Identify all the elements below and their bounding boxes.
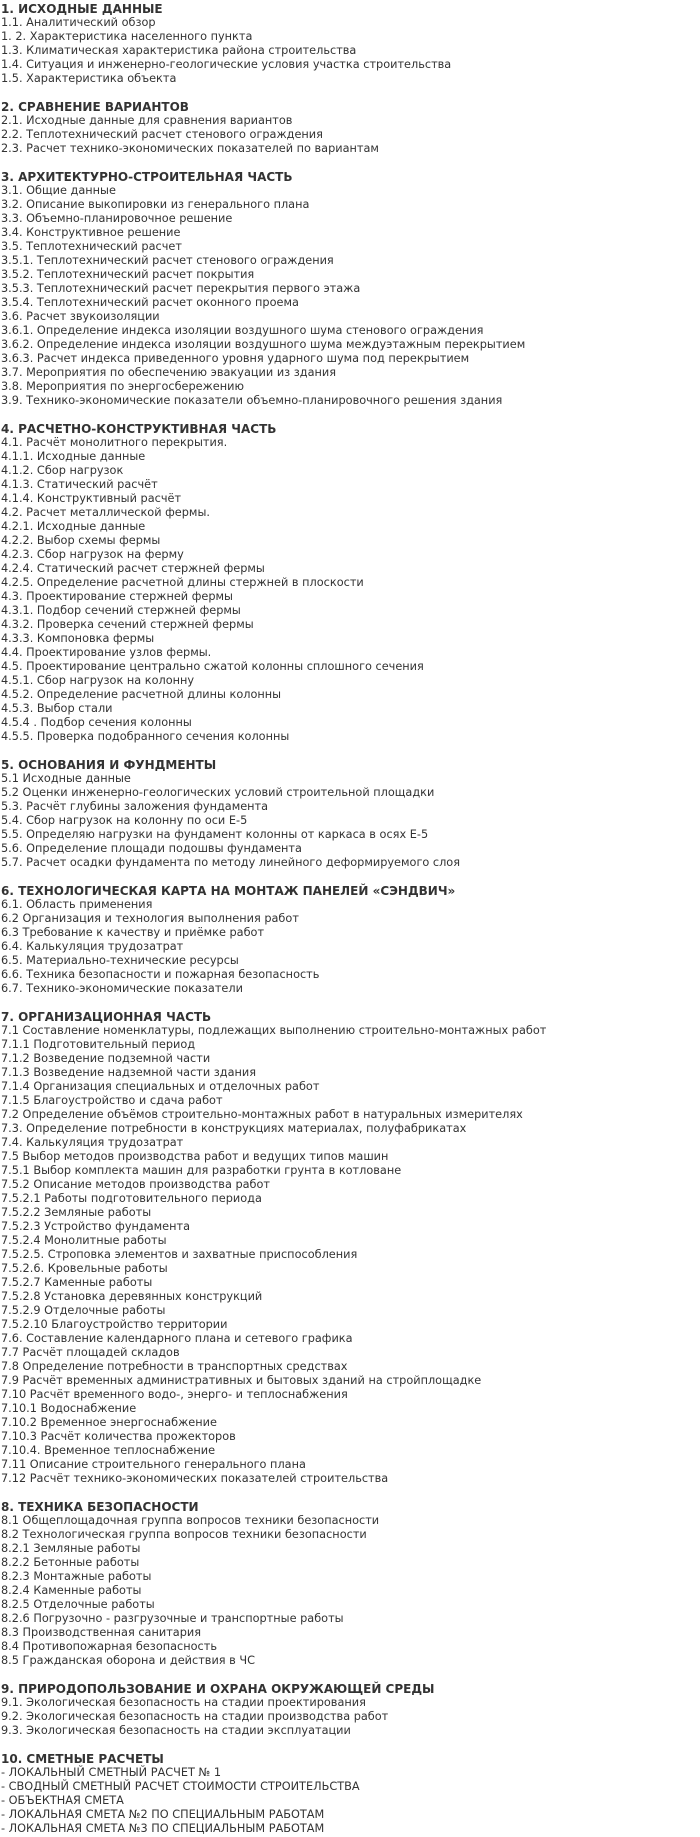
toc-item: 4.5.1. Сбор нагрузок на колонну <box>1 674 195 687</box>
toc-item: 7.1.3 Возведение надземной части здания <box>1 1066 257 1079</box>
toc-item: 7.5.2.8 Установка деревянных конструкций <box>1 1290 263 1303</box>
toc-item: 8.3 Производственная санитария <box>1 1626 202 1639</box>
toc-item: 4.2. Расчет металлической фермы. <box>1 506 210 519</box>
section-heading: 6. ТЕХНОЛОГИЧЕСКАЯ КАРТА НА МОНТАЖ ПАНЕЛЕЙ «СЭНДВИЧ» <box>1 884 456 898</box>
toc-section <box>1 1752 700 1836</box>
toc-item: 4.4. Проектирование узлов фермы. <box>1 646 212 659</box>
toc-item: 6.3 Требование к качеству и приёмке работ <box>1 926 265 939</box>
toc-item: 3.2. Описание выкопировки из генерального плана <box>1 198 310 211</box>
toc-item: 7.10.4. Временное теплоснабжение <box>1 1444 216 1457</box>
toc-item: 3.5.2. Теплотехнический расчет покрытия <box>1 268 255 281</box>
toc-item: 6.6. Техника безопасности и пожарная безопасность <box>1 968 320 981</box>
toc-item: 4.2.2. Выбор схемы фермы <box>1 534 161 547</box>
toc-item: 1.1. Аналитический обзор <box>1 16 156 29</box>
toc-item: 5.2 Оценки инженерно-геологических условий строительной площадки <box>1 786 435 799</box>
toc-item: 6.1. Область применения <box>1 898 153 911</box>
toc-item: 4.5. Проектирование центрально сжатой колонны сплошного сечения <box>1 660 424 673</box>
toc-item: 1.5. Характеристика объекта <box>1 72 177 85</box>
section-heading: 9. ПРИРОДОПОЛЬЗОВАНИЕ И ОХРАНА ОКРУЖАЮЩЕЙ СРЕДЫ <box>1 1682 435 1696</box>
toc-item: 7.5.2.10 Благоустройство территории <box>1 1318 228 1331</box>
toc-item: 8.2.3 Монтажные работы <box>1 1570 152 1583</box>
toc-section <box>1 422 700 744</box>
toc-item: 7.5.2.9 Отделочные работы <box>1 1304 166 1317</box>
toc-item: 4.1.3. Статический расчёт <box>1 478 158 491</box>
toc-item: 9.3. Экологическая безопасность на стадии эксплуатации <box>1 1724 351 1737</box>
toc-item: 4.2.1. Исходные данные <box>1 520 146 533</box>
toc-item: 6.5. Материально-технические ресурсы <box>1 954 239 967</box>
toc-section <box>1 884 700 996</box>
toc-section <box>1 2 700 86</box>
toc-item: 3.8. Мероприятия по энергосбережению <box>1 380 244 393</box>
toc-item: 2.3. Расчет технико-экономических показателей по вариантам <box>1 142 379 155</box>
toc-item: 7.6. Составление календарного плана и сетевого графика <box>1 1332 353 1345</box>
toc-item: 3.7. Мероприятия по обеспечению эвакуации из здания <box>1 366 337 379</box>
section-heading: 8. ТЕХНИКА БЕЗОПАСНОСТИ <box>1 1500 199 1514</box>
toc-item: 4.3. Проектирование стержней фермы <box>1 590 233 603</box>
toc-item: 6.7. Технико-экономические показатели <box>1 982 243 995</box>
section-heading: 10. СМЕТНЫЕ РАСЧЕТЫ <box>1 1752 164 1766</box>
toc-item: 8.2.6 Погрузочно - разгрузочные и транспортные работы <box>1 1612 344 1625</box>
toc-item: - ЛОКАЛЬНАЯ СМЕТА №3 ПО СПЕЦИАЛЬНЫМ РАБОТАМ <box>1 1822 325 1835</box>
toc-item: 4.3.2. Проверка сечений стержней фермы <box>1 618 254 631</box>
toc-item: 7.1.2 Возведение подземной части <box>1 1052 211 1065</box>
toc-item: 7.1.1 Подготовительный период <box>1 1038 196 1051</box>
toc-item: 7.5 Выбор методов производства работ и ведущих типов машин <box>1 1150 389 1163</box>
section-heading: 5. ОСНОВАНИЯ И ФУНДМЕНТЫ <box>1 758 217 772</box>
toc-item: 3.1. Общие данные <box>1 184 116 197</box>
toc-item: 4.2.5. Определение расчетной длины стержней в плоскости <box>1 576 364 589</box>
toc-item: 3.5.1. Теплотехнический расчет стенового ограждения <box>1 254 334 267</box>
toc-item: 8.5 Гражданская оборона и действия в ЧС <box>1 1654 256 1667</box>
toc-item: 7.8 Определение потребности в транспортных средствах <box>1 1360 348 1373</box>
toc-item: - ЛОКАЛЬНАЯ СМЕТА №2 ПО СПЕЦИАЛЬНЫМ РАБОТАМ <box>1 1808 325 1821</box>
toc-item: 7.10 Расчёт временного водо-, энерго- и теплоснабжения <box>1 1388 348 1401</box>
toc-section <box>1 1682 700 1738</box>
toc-item: 4.3.3. Компоновка фермы <box>1 632 155 645</box>
toc-item: 3.9. Технико-экономические показатели объемно-планировочного решения здания <box>1 394 503 407</box>
toc-item: 4.5.3. Выбор стали <box>1 702 113 715</box>
toc-item: 7.1.5 Благоустройство и сдача работ <box>1 1094 223 1107</box>
toc-item: 2.2. Теплотехнический расчет стенового ограждения <box>1 128 323 141</box>
toc-item: 1. 2. Характеристика населенного пункта <box>1 30 253 43</box>
toc-item: 7.11 Описание строительного генерального плана <box>1 1458 306 1471</box>
toc-item: 3.4. Конструктивное решение <box>1 226 181 239</box>
toc-item: 4.1. Расчёт монолитного перекрытия. <box>1 436 228 449</box>
toc-item: 6.4. Калькуляция трудозатрат <box>1 940 184 953</box>
toc-item: 5.3. Расчёт глубины заложения фундамента <box>1 800 269 813</box>
toc-item: - СВОДНЫЙ СМЕТНЫЙ РАСЧЕТ СТОИМОСТИ СТРОИТЕЛЬСТВА <box>1 1780 360 1793</box>
toc-item: 7.5.2.2 Земляные работы <box>1 1206 152 1219</box>
toc-item: 5.7. Расчет осадки фундамента по методу линейного деформируемого слоя <box>1 856 461 869</box>
toc-item: 3.6.1. Определение индекса изоляции воздушного шума стенового ограждения <box>1 324 484 337</box>
toc-item: 3.6. Расчет звукоизоляции <box>1 310 160 323</box>
toc-section <box>1 170 700 408</box>
toc-item: 7.1.4 Организация специальных и отделочных работ <box>1 1080 320 1093</box>
toc-item: 7.9 Расчёт временных административных и бытовых зданий на стройплощадке <box>1 1374 482 1387</box>
toc-item: 1.3. Климатическая характеристика района строительства <box>1 44 357 57</box>
toc-item: 4.1.1. Исходные данные <box>1 450 146 463</box>
toc-item: 3.5. Теплотехнический расчет <box>1 240 182 253</box>
toc-item: 4.3.1. Подбор сечений стержней фермы <box>1 604 241 617</box>
section-heading: 1. ИСХОДНЫЕ ДАННЫЕ <box>1 2 163 16</box>
toc-item: 4.5.5. Проверка подобранного сечения колонны <box>1 730 290 743</box>
toc-item: 7.5.2.4 Монолитные работы <box>1 1234 167 1247</box>
toc-section <box>1 758 700 870</box>
toc-item: 3.6.3. Расчет индекса приведенного уровня ударного шума под перекрытием <box>1 352 470 365</box>
toc-item: - ЛОКАЛЬНЫЙ СМЕТНЫЙ РАСЧЕТ № 1 <box>1 1766 222 1779</box>
toc-item: 4.2.4. Статический расчет стержней фермы <box>1 562 265 575</box>
toc-item: 8.2.1 Земляные работы <box>1 1542 141 1555</box>
toc-item: 7.5.2.3 Устройство фундамента <box>1 1220 190 1233</box>
toc-item: 6.2 Организация и технология выполнения работ <box>1 912 299 925</box>
toc-section <box>1 1010 700 1486</box>
toc-item: 7.10.1 Водоснабжение <box>1 1402 137 1415</box>
toc-item: 7.12 Расчёт технико-экономических показателей строительства <box>1 1472 389 1485</box>
toc-item: 7.2 Определение объёмов строительно-монтажных работ в натуральных измерителях <box>1 1108 523 1121</box>
toc-item: 7.5.2.5. Строповка элементов и захватные приспособления <box>1 1248 358 1261</box>
toc-item: 5.5. Определяю нагрузки на фундамент колонны от каркаса в осях Е-5 <box>1 828 429 841</box>
toc-item: 8.1 Общеплощадочная группа вопросов техники безопасности <box>1 1514 380 1527</box>
toc-item: 2.1. Исходные данные для сравнения вариантов <box>1 114 293 127</box>
toc-item: 4.5.4 . Подбор сечения колонны <box>1 716 192 729</box>
toc-item: 5.6. Определение площади подошвы фундамента <box>1 842 302 855</box>
toc-item: 8.2.5 Отделочные работы <box>1 1598 155 1611</box>
toc-item: 8.4 Противопожарная безопасность <box>1 1640 217 1653</box>
toc-item: 9.2. Экологическая безопасность на стадии производства работ <box>1 1710 389 1723</box>
toc-item: 7.7 Расчёт площадей складов <box>1 1346 180 1359</box>
toc-item: 3.3. Объемно-планировочное решение <box>1 212 233 225</box>
toc-item: 8.2.2 Бетонные работы <box>1 1556 140 1569</box>
toc-item: 5.4. Сбор нагрузок на колонну по оси Е-5 <box>1 814 248 827</box>
toc-item: 7.5.2.7 Каменные работы <box>1 1276 153 1289</box>
toc-item: 4.1.2. Сбор нагрузок <box>1 464 124 477</box>
toc-item: 7.10.3 Расчёт количества прожекторов <box>1 1430 236 1443</box>
toc-item: 7.5.2.1 Работы подготовительного периода <box>1 1192 262 1205</box>
toc-item: 4.5.2. Определение расчетной длины колонны <box>1 688 282 701</box>
toc-item: 7.1 Составление номенклатуры, подлежащих выполнению строительно-монтажных работ <box>1 1024 547 1037</box>
toc-item: 7.5.2 Описание методов производства работ <box>1 1178 271 1191</box>
toc-item: 7.5.2.6. Кровельные работы <box>1 1262 168 1275</box>
section-heading: 2. СРАВНЕНИЕ ВАРИАНТОВ <box>1 100 189 114</box>
toc-item: 9.1. Экологическая безопасность на стадии проектирования <box>1 1696 366 1709</box>
toc-item: 3.5.4. Теплотехнический расчет оконного проема <box>1 296 299 309</box>
toc-item: 7.4. Калькуляция трудозатрат <box>1 1136 184 1149</box>
toc-section <box>1 1500 700 1668</box>
toc-item: 8.2.4 Каменные работы <box>1 1584 142 1597</box>
section-heading: 7. ОРГАНИЗАЦИОННАЯ ЧАСТЬ <box>1 1010 212 1024</box>
toc-item: 4.2.3. Сбор нагрузок на ферму <box>1 548 184 561</box>
toc-item: 3.5.3. Теплотехнический расчет перекрытия первого этажа <box>1 282 361 295</box>
toc-item: 4.1.4. Конструктивный расчёт <box>1 492 182 505</box>
section-heading: 4. РАСЧЕТНО-КОНСТРУКТИВНАЯ ЧАСТЬ <box>1 422 277 436</box>
toc-item: 5.1 Исходные данные <box>1 772 131 785</box>
toc-item: - ОБЪЕКТНАЯ СМЕТА <box>1 1794 124 1807</box>
toc-item: 8.2 Технологическая группа вопросов техники безопасности <box>1 1528 367 1541</box>
toc-section <box>1 100 700 156</box>
toc-item: 1.4. Ситуация и инженерно-геологические условия участка строительства <box>1 58 452 71</box>
toc-item: 7.3. Определение потребности в конструкциях материалах, полуфабрикатах <box>1 1122 467 1135</box>
toc-item: 7.5.1 Выбор комплекта машин для разработки грунта в котловане <box>1 1164 402 1177</box>
toc-item: 7.10.2 Временное энергоснабжение <box>1 1416 217 1429</box>
section-heading: 3. АРХИТЕКТУРНО-СТРОИТЕЛЬНАЯ ЧАСТЬ <box>1 170 293 184</box>
toc-item: 3.6.2. Определение индекса изоляции воздушного шума междуэтажным перекрытием <box>1 338 526 351</box>
